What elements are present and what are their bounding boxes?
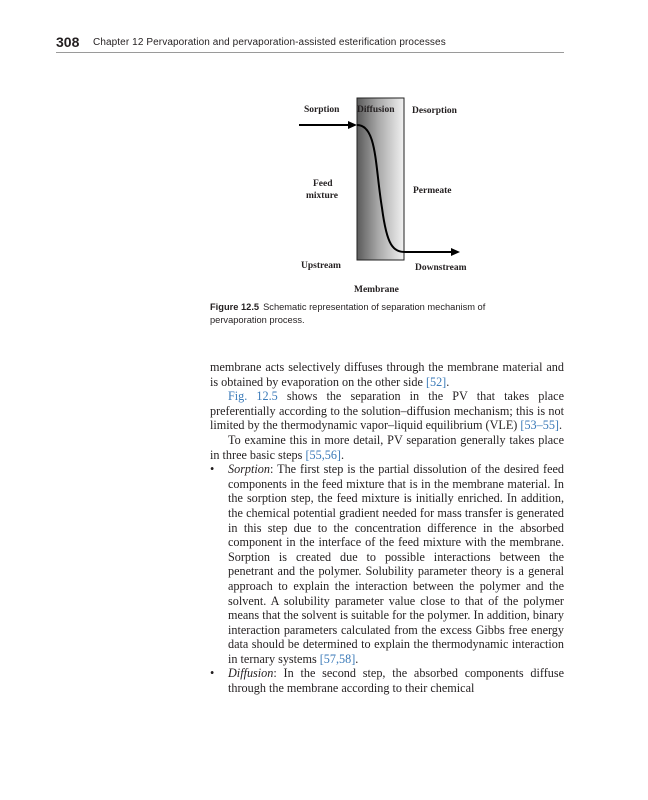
feed-arrow-head (348, 121, 357, 129)
label-sorption: Sorption (304, 105, 340, 115)
label-permeate: Permeate (413, 186, 452, 196)
caption-text: Schematic representation of separation mechanism of pervaporation process. (210, 302, 486, 325)
membrane-block (357, 98, 404, 260)
citation-link[interactable]: [53–55] (520, 418, 559, 433)
figure-12-5 (295, 96, 481, 301)
chapter-title: Chapter 12 Pervaporation and pervaporation-assisted esterification processes (93, 37, 446, 48)
list-item: • Diffusion: In the second step, the absorbed components diffuse through the membrane according to their chemical (210, 666, 564, 696)
running-header (56, 36, 564, 53)
bullet: • (210, 666, 215, 681)
citation-link[interactable]: [55,56] (305, 447, 341, 462)
permeate-arrow-head (451, 248, 460, 256)
figure-caption (210, 301, 530, 326)
figure-link[interactable]: Fig. 12.5 (228, 389, 278, 404)
steps-list (210, 462, 564, 696)
paragraph-1: membrane acts selectively diffuses through the membrane material and is obtained by evaporation on the other side [52]. (210, 360, 564, 389)
page-number: 308 (56, 34, 80, 50)
step-term: Sorption (228, 462, 270, 477)
list-item: • Sorption: The first step is the partial dissolution of the desired feed components in the feed mixture that is in the membrane material. In the sorption step, the feed mixture is initially enriched. In addition, the chemical potential gradient needed for mass transfer is generated in this step due to the concentration difference in the absorbed component in the interface of the feed mixture with the membrane. Sorption is created due to possible interactions between the penetrant and the polymer. Solubility parameter theory is a general approach to explain the interaction between the polymer and the solvent. A solubility parameter value close to that of the polymer means that the solvent is suitable for the polymer. In addition, binary interaction parameters calculated from the excess Gibbs free energy data should be determined to explain the thermodynamic interaction in ternary systems [57,58]. (210, 462, 564, 666)
label-mixture: mixture (306, 191, 339, 201)
label-downstream: Downstream (415, 263, 467, 273)
paragraph-3: To examine this in more detail, PV separation generally takes place in three basic steps [55,56]. (210, 432, 564, 462)
label-feed: Feed (313, 179, 333, 189)
paragraph-2: Fig. 12.5 shows the separation in the PV that takes place preferentially according to the solution–diffusion mechanism; this is not limited by the thermodynamic vapor–liquid equilibrium (VLE) [53–55]. (210, 389, 564, 433)
step-term: Diffusion (228, 666, 274, 681)
label-diffusion: Diffusion (357, 105, 395, 115)
label-membrane: Membrane (354, 285, 399, 295)
bullet: • (210, 462, 215, 477)
caption-label: Figure 12.5 (210, 302, 260, 312)
citation-link[interactable]: [57,58] (319, 651, 356, 666)
body-text (210, 360, 564, 696)
label-upstream: Upstream (301, 261, 341, 271)
label-desorption: Desorption (412, 106, 457, 116)
citation-link[interactable]: [52] (425, 374, 447, 389)
